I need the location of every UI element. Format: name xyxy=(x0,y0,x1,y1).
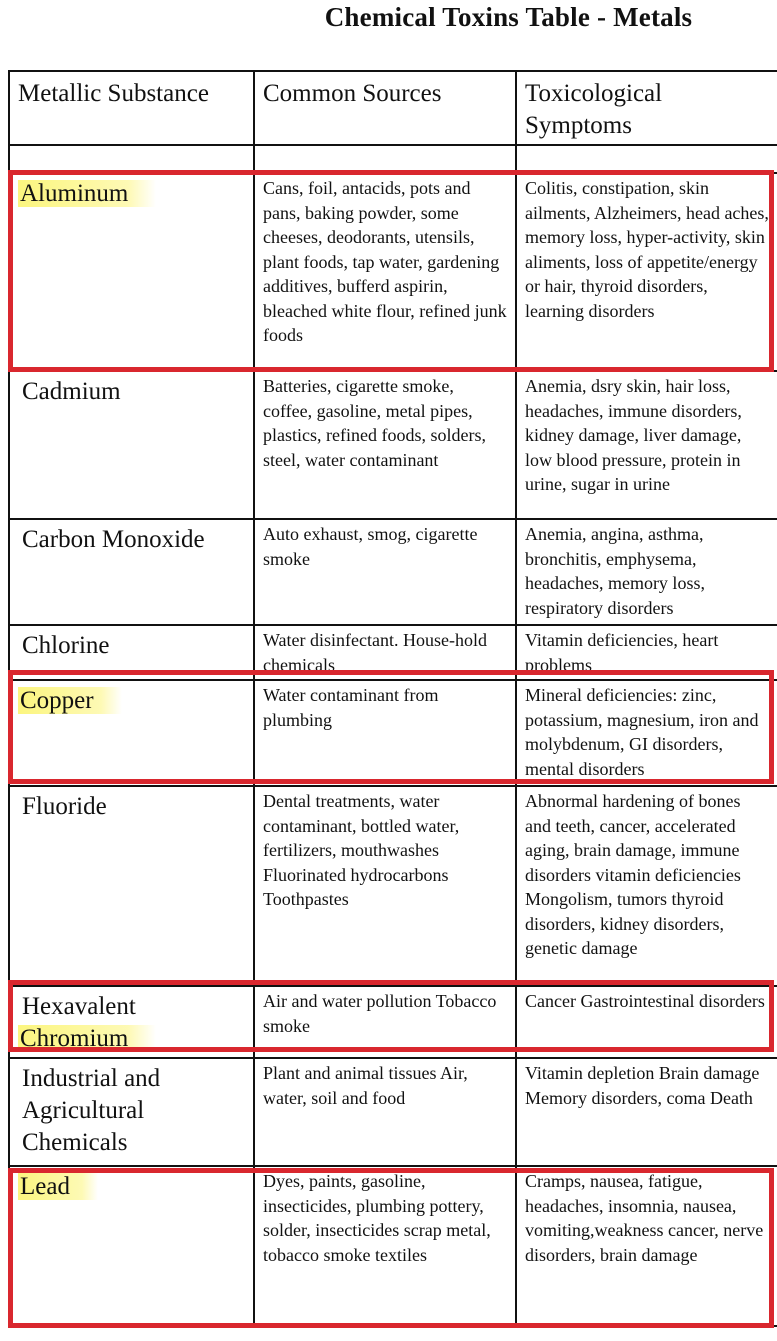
header-substance: Metallic Substance xyxy=(9,71,254,145)
sources-cell: Cans, foil, antacids, pots and pans, baking powder, some cheeses, deodorants, utensils, plant foods, tap water, gardening additives, bufferd aspirin, bleached white flour, refined junk foods xyxy=(254,173,516,371)
sources-cell: Dyes, paints, gasoline, insecticides, plumbing pottery, solder, insecticides scrap metal, tobacco smoke textiles xyxy=(254,1166,516,1326)
substance-name-line1: Hexavalent xyxy=(22,993,136,1020)
sources-cell: Batteries, cigarette smoke, coffee, gasoline, metal pipes, plastics, refined foods, solders, steel, water contaminant xyxy=(254,371,516,519)
header-symptoms: Toxicological Symptoms xyxy=(516,71,777,145)
symptoms-cell: Mineral deficiencies: zinc, potassium, magnesium, iron and molybdenum, GI disorders, mental disorders xyxy=(516,680,777,786)
page-title: Chemical Toxins Table - Metals xyxy=(324,2,693,32)
table-row xyxy=(9,680,777,786)
sources-cell: Water contaminant from plumbing xyxy=(254,680,516,786)
sources-cell: Dental treatments, water contaminant, bottled water, fertilizers, mouthwashes Fluorinated hydrocarbons Toothpastes xyxy=(254,786,516,986)
substance-name: Aluminum xyxy=(18,180,156,207)
sources-cell: Auto exhaust, smog, cigarette smoke xyxy=(254,519,516,625)
table-row xyxy=(9,986,777,1058)
sources-cell: Plant and animal tissues Air, water, soil and food xyxy=(254,1058,516,1166)
symptoms-cell: Colitis, constipation, skin ailments, Alzheimers, head aches, memory loss, hyper-activity, skin aliments, loss of appetite/energy or hair, thyroid disorders, learning disorders xyxy=(516,173,777,371)
symptoms-cell: Anemia, dsry skin, hair loss, headaches, immune disorders, kidney damage, liver damage, low blood pressure, protein in urine, sugar in urine xyxy=(516,371,777,519)
sources-cell: Water disinfectant. House-hold chemicals xyxy=(254,625,516,680)
symptoms-cell: Cramps, nausea, fatigue, headaches, insomnia, nausea, vomiting,weakness cancer, nerve disorders, brain damage xyxy=(516,1166,777,1326)
header-sources: Common Sources xyxy=(254,71,516,145)
substance-name-line2: Chromium xyxy=(18,1025,156,1052)
toxins-table xyxy=(8,70,777,1327)
symptoms-cell: Vitamin deficiencies, heart problems xyxy=(516,625,777,680)
symptoms-cell: Abnormal hardening of bones and teeth, cancer, accelerated aging, brain damage, immune disorders vitamin deficiencies Mongolism, tumors thyroid disorders, kidney disorders, genetic damage xyxy=(516,786,777,986)
table-row xyxy=(9,519,777,625)
substance-name: Fluoride xyxy=(9,786,254,986)
substance-name: Cadmium xyxy=(9,371,254,519)
header-row xyxy=(9,71,777,145)
table-row xyxy=(9,1058,777,1166)
table-row xyxy=(9,786,777,986)
substance-name: Carbon Monoxide xyxy=(9,519,254,625)
substance-name: Chlorine xyxy=(9,625,254,680)
substance-name: Copper xyxy=(18,687,122,714)
table-row xyxy=(9,371,777,519)
substance-name: Industrial and Agricultural Chemicals xyxy=(9,1058,254,1166)
table-row xyxy=(9,173,777,371)
table-row xyxy=(9,625,777,680)
sources-cell: Air and water pollution Tobacco smoke xyxy=(254,986,516,1058)
symptoms-cell: Anemia, angina, asthma, bronchitis, emphysema, headaches, memory loss, respiratory disorders xyxy=(516,519,777,625)
table-row xyxy=(9,1166,777,1326)
symptoms-cell: Vitamin depletion Brain damage Memory disorders, coma Death xyxy=(516,1058,777,1166)
spacer-row xyxy=(9,145,777,173)
symptoms-cell: Cancer Gastrointestinal disorders xyxy=(516,986,777,1058)
substance-name: Lead xyxy=(18,1173,98,1200)
